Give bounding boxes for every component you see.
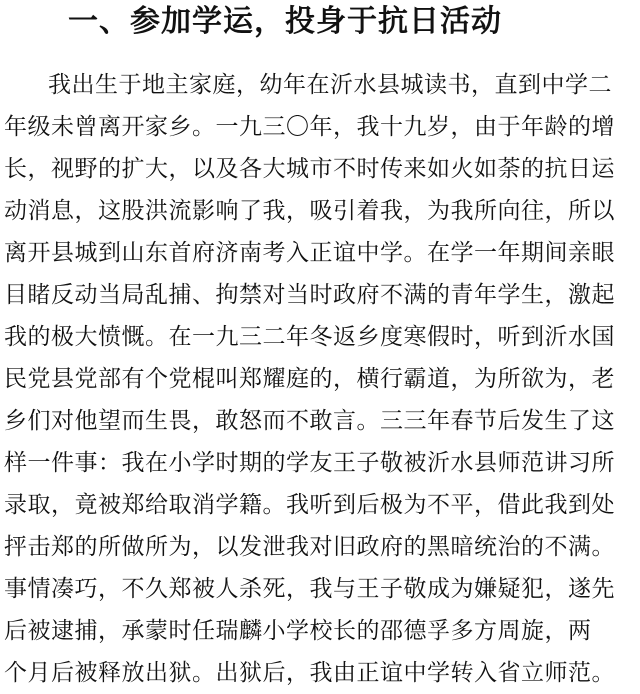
text-line: 动消息，这股洪流影响了我，吸引着我，为我所向往，所以 [4, 198, 615, 224]
text-line: 离开县城到山东首府济南考入正谊中学。在学一年期间亲眼 [4, 240, 615, 266]
text-line: 样一件事：我在小学时期的学友王子敬被沂水县师范讲习所 [4, 450, 615, 476]
body-paragraph [4, 64, 640, 694]
text-line: 录取，竟被郑给取消学籍。我听到后极为不平，借此我到处 [4, 492, 615, 518]
text-line: 长，视野的扩大，以及各大城市不时传来如火如荼的抗日运 [4, 156, 615, 182]
text-line: 民党县党部有个党棍叫郑耀庭的，横行霸道，为所欲为，老 [4, 366, 615, 392]
text-line: 个月后被释放出狱。出狱后，我由正谊中学转入省立师范。 [4, 660, 615, 686]
section-heading: 一、参加学运，投身于抗日活动 [68, 4, 502, 39]
text-line: 事情凑巧，不久郑被人杀死，我与王子敬成为嫌疑犯，遂先 [4, 576, 615, 602]
text-line: 目睹反动当局乱捕、拘禁对当时政府不满的青年学生，激起 [4, 282, 615, 308]
text-line: 乡们对他望而生畏，敢怒而不敢言。三三年春节后发生了这 [4, 408, 615, 434]
text-line: 我出生于地主家庭，幼年在沂水县城读书，直到中学二 [48, 72, 612, 98]
text-line: 抨击郑的所做所为，以发泄我对旧政府的黑暗统治的不满。 [4, 534, 615, 560]
text-line: 后被逮捕，承蒙时任瑞麟小学校长的邵德孚多方周旋，两 [4, 618, 592, 644]
text-line: 我的极大愤慨。在一九三二年冬返乡度寒假时，听到沂水国 [4, 324, 615, 350]
text-line: 年级未曾离开家乡。一九三〇年，我十九岁，由于年龄的增 [4, 114, 615, 140]
